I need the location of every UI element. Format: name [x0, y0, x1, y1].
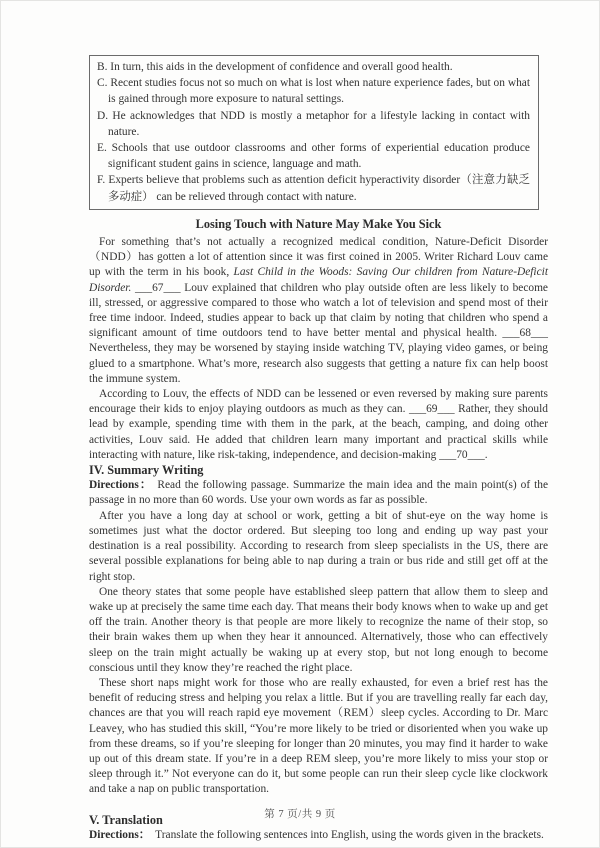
directions-text: Read the following passage. Summarize the main idea and the main point(s) of the passage in no more than 60 words. Use your own words as far as possible.: [89, 479, 548, 507]
directions-text: Translate the following sentences into English, using the words given in the brackets.: [155, 828, 544, 841]
option-item-f: F. Experts believe that problems such as attention deficit hyperactivity disorder（注意力缺乏多动症） can be relieved through contact with nature.: [97, 174, 530, 203]
option-item-c: C. Recent studies focus not so much on what is lost when nature experience fades, but on what is gained through more exposure to natural settings.: [97, 77, 530, 106]
summary-paragraph-2: One theory states that some people have established sleep pattern that allow them to sleep and wake up at precisely the same time each day. That means their body knows when to wake up and get off the train. Another theory is that people are more likely to recognize the name of their stop, so their brain wakes them up when they hear it announced. Alternatively, those who can effectively sleep on the train might actually be waking up at every stop, but not long enough to become conscious until they know they’re reached the right place.: [89, 585, 548, 674]
section-heading-summary-writing: IV. Summary Writing: [89, 463, 204, 478]
option-item-b: B. In turn, this aids in the development of confidence and overall good health.: [97, 61, 453, 73]
section-heading-translation: V. Translation: [89, 812, 163, 827]
paragraph-text-pre: For something that’s not actually a recognized medical condition, Nature-Deficit Disorder（NDD）has gotten a lot of attention since it was first coined in 2005. Writer Richard Louv came up with the term in his book,: [89, 236, 548, 279]
option-item-d: D. He acknowledges that NDD is mostly a metaphor for a lifestyle lacking in contact with nature.: [97, 109, 530, 138]
answer-options-box: [89, 55, 539, 210]
option-item-e: E. Schools that use outdoor classrooms and other forms of experiential education produce significant student gains in science, language and math.: [97, 142, 530, 171]
page-number-footer: 第 7 页/共 9 页: [264, 809, 336, 820]
directions-label: Directions：: [89, 828, 151, 841]
passage-paragraph-1: [89, 235, 548, 387]
directions-label: Directions：: [89, 479, 153, 492]
paragraph-text-post: ___67___ Louv explained that children who play outside often are less likely to become ill, stressed, or aggressive compared to those who watch a lot of television and spend most of their free time indoor. Indeed, studies appear to back up that claim by noting that children who spend a significant amount of time outdoors tend to have better mental and physical health. ___68___ Nevertheless, they may be worsened by staying inside watching TV, playing video games, or being glued to a smartphone. What’s more, research also suggests that getting a nature fix can help boost the immune system.: [89, 281, 548, 385]
summary-paragraph-3: These short naps might work for those who are really exhausted, for even a brief rest has the benefit of reducing stress and helping you relax a little. But if you are travelling really far each day, chances are that you will reach rapid eye movement（REM）sleep cycles. According to Dr. Marc Leavey, who has studied this skill, “You’re more likely to be tried or disoriented when you wake up from these dreams, so if you’re sleeping for longer than 20 minutes, you may find it harder to wake up out of this dream state. If you’re in a deep REM sleep, you’re more likely to miss your stop or sleep through it.” Not everyone can do it, but some people can run their sleep cycle like clockwork and take a nap on public transportation.: [89, 676, 548, 796]
summary-directions: [89, 478, 548, 508]
passage-title: Losing Touch with Nature May Make You Sick: [195, 216, 442, 231]
book-title: Last Child in the Woods: Saving Our children from Nature-Deficit Disorder.: [89, 266, 548, 294]
passage-paragraph-2: According to Louv, the effects of NDD can be lessened or even reversed by making sure parents encourage their kids to enjoy playing outdoors as much as they can. ___69___ Rather, they should lead by example, spending time with them in the park, at the beach, camping, and doing other activities, Louv said. He added that children learn many important and practical skills while interacting with nature, like risk-taking, independence, and decision-making ___70___.: [89, 388, 548, 461]
summary-paragraph-1: After you have a long day at school or work, getting a bit of shut-eye on the way home is sometimes just what the doctor ordered. But sleeping too long and ending up way past your destination is a real possibility. According to research from sleep specialists in the US, there are several possible explanations for being able to nap during a train or bus ride and still get off at the right stop.: [89, 509, 548, 583]
page-content: [89, 55, 548, 843]
translation-directions: [89, 828, 548, 843]
